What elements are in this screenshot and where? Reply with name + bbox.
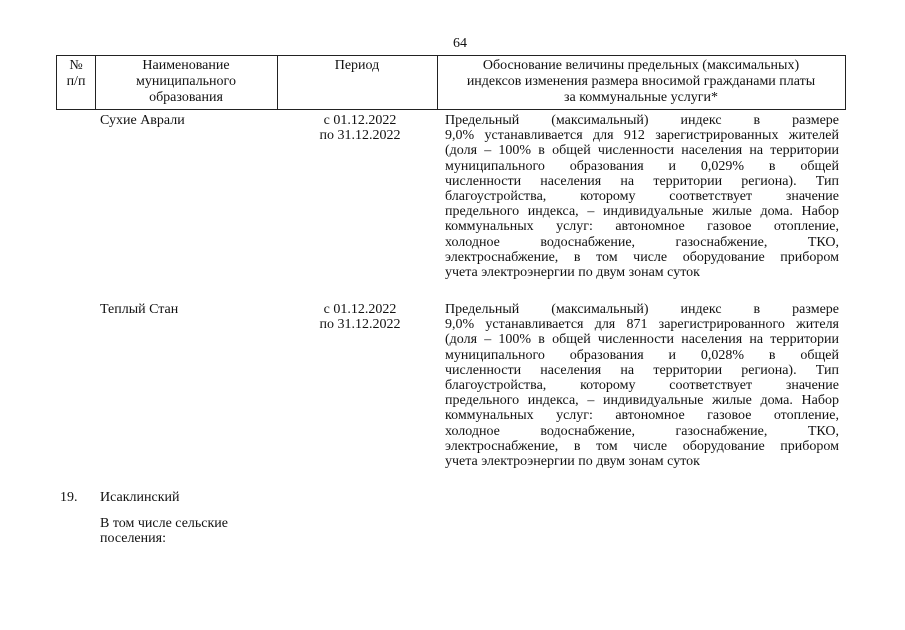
row-name: Сухие Аврали — [100, 113, 185, 128]
header-text: п/п — [66, 74, 86, 89]
desc-line: благоустройства, которому соответствует значение — [445, 189, 839, 205]
header-text: Обоснование величины предельных (максимальных) — [482, 58, 800, 73]
row-description — [445, 113, 839, 280]
desc-line: благоустройства, которому соответствует значение — [445, 378, 839, 394]
subtitle-line: поселения: — [100, 531, 166, 547]
desc-line: 9,0% устанавливается для 871 зарегистрированного жителя — [445, 317, 839, 333]
header-text: № — [69, 58, 83, 73]
header-text: муниципального — [136, 74, 236, 89]
subtitle-line: В том числе сельские — [100, 516, 229, 531]
row-period — [300, 302, 420, 332]
row-description — [445, 302, 839, 469]
row-name: Исаклинский — [100, 490, 180, 505]
row-period — [300, 113, 420, 143]
desc-line: холодное водоснабжение, газоснабжение, ТКО, — [445, 234, 839, 250]
header-col-number — [57, 58, 95, 90]
desc-line: холодное водоснабжение, газоснабжение, ТКО, — [445, 423, 839, 439]
period-end: по 31.12.2022 — [319, 128, 401, 144]
header-col-name — [95, 58, 277, 106]
page-number: 64 — [453, 36, 467, 51]
desc-line: 9,0% устанавливается для 912 зарегистрированных жителей — [445, 128, 839, 144]
desc-line: коммунальных услуг: автономное газовое отопление, — [445, 408, 839, 424]
desc-line: Предельный (максимальный) индекс в размере — [445, 113, 839, 128]
table-header — [56, 55, 846, 110]
desc-line: предельного индекса, – индивидуальные жилые дома. Набор — [445, 393, 839, 409]
desc-line: электроснабжение, в том числе оборудование прибором — [445, 438, 839, 454]
header-text: образования — [149, 90, 223, 105]
desc-line: (доля – 100% в общей численности населения на территории — [445, 143, 839, 159]
desc-line: коммунальных услуг: автономное газовое отопление, — [445, 219, 839, 235]
desc-line: учета электроэнергии по двум зонам суток — [445, 265, 700, 281]
desc-line: численности населения на территории региона). Тип — [445, 362, 839, 378]
desc-line: учета электроэнергии по двум зонам суток — [445, 454, 700, 470]
header-text: Период — [334, 58, 380, 73]
desc-line: (доля – 100% в общей численности населения на территории — [445, 332, 839, 348]
desc-line: электроснабжение, в том числе оборудование прибором — [445, 249, 839, 265]
desc-line: Предельный (максимальный) индекс в размере — [445, 302, 839, 317]
desc-line: предельного индекса, – индивидуальные жилые дома. Набор — [445, 204, 839, 220]
header-col-period — [277, 58, 437, 74]
desc-line: численности населения на территории региона). Тип — [445, 173, 839, 189]
section-subtitle — [100, 516, 228, 546]
row-name: Теплый Стан — [100, 302, 179, 317]
header-text: за коммунальные услуги* — [563, 90, 719, 105]
header-text: индексов изменения размера вносимой гражданами платы — [466, 74, 816, 89]
desc-line: муниципального образования и 0,028% в общей — [445, 347, 839, 363]
desc-line: муниципального образования и 0,029% в общей — [445, 158, 839, 174]
row-number: 19. — [60, 490, 78, 505]
period-start: с 01.12.2022 — [323, 113, 397, 128]
header-col-justification — [437, 58, 845, 106]
period-end: по 31.12.2022 — [319, 317, 401, 333]
header-text: Наименование — [142, 58, 230, 73]
period-start: с 01.12.2022 — [323, 302, 397, 317]
